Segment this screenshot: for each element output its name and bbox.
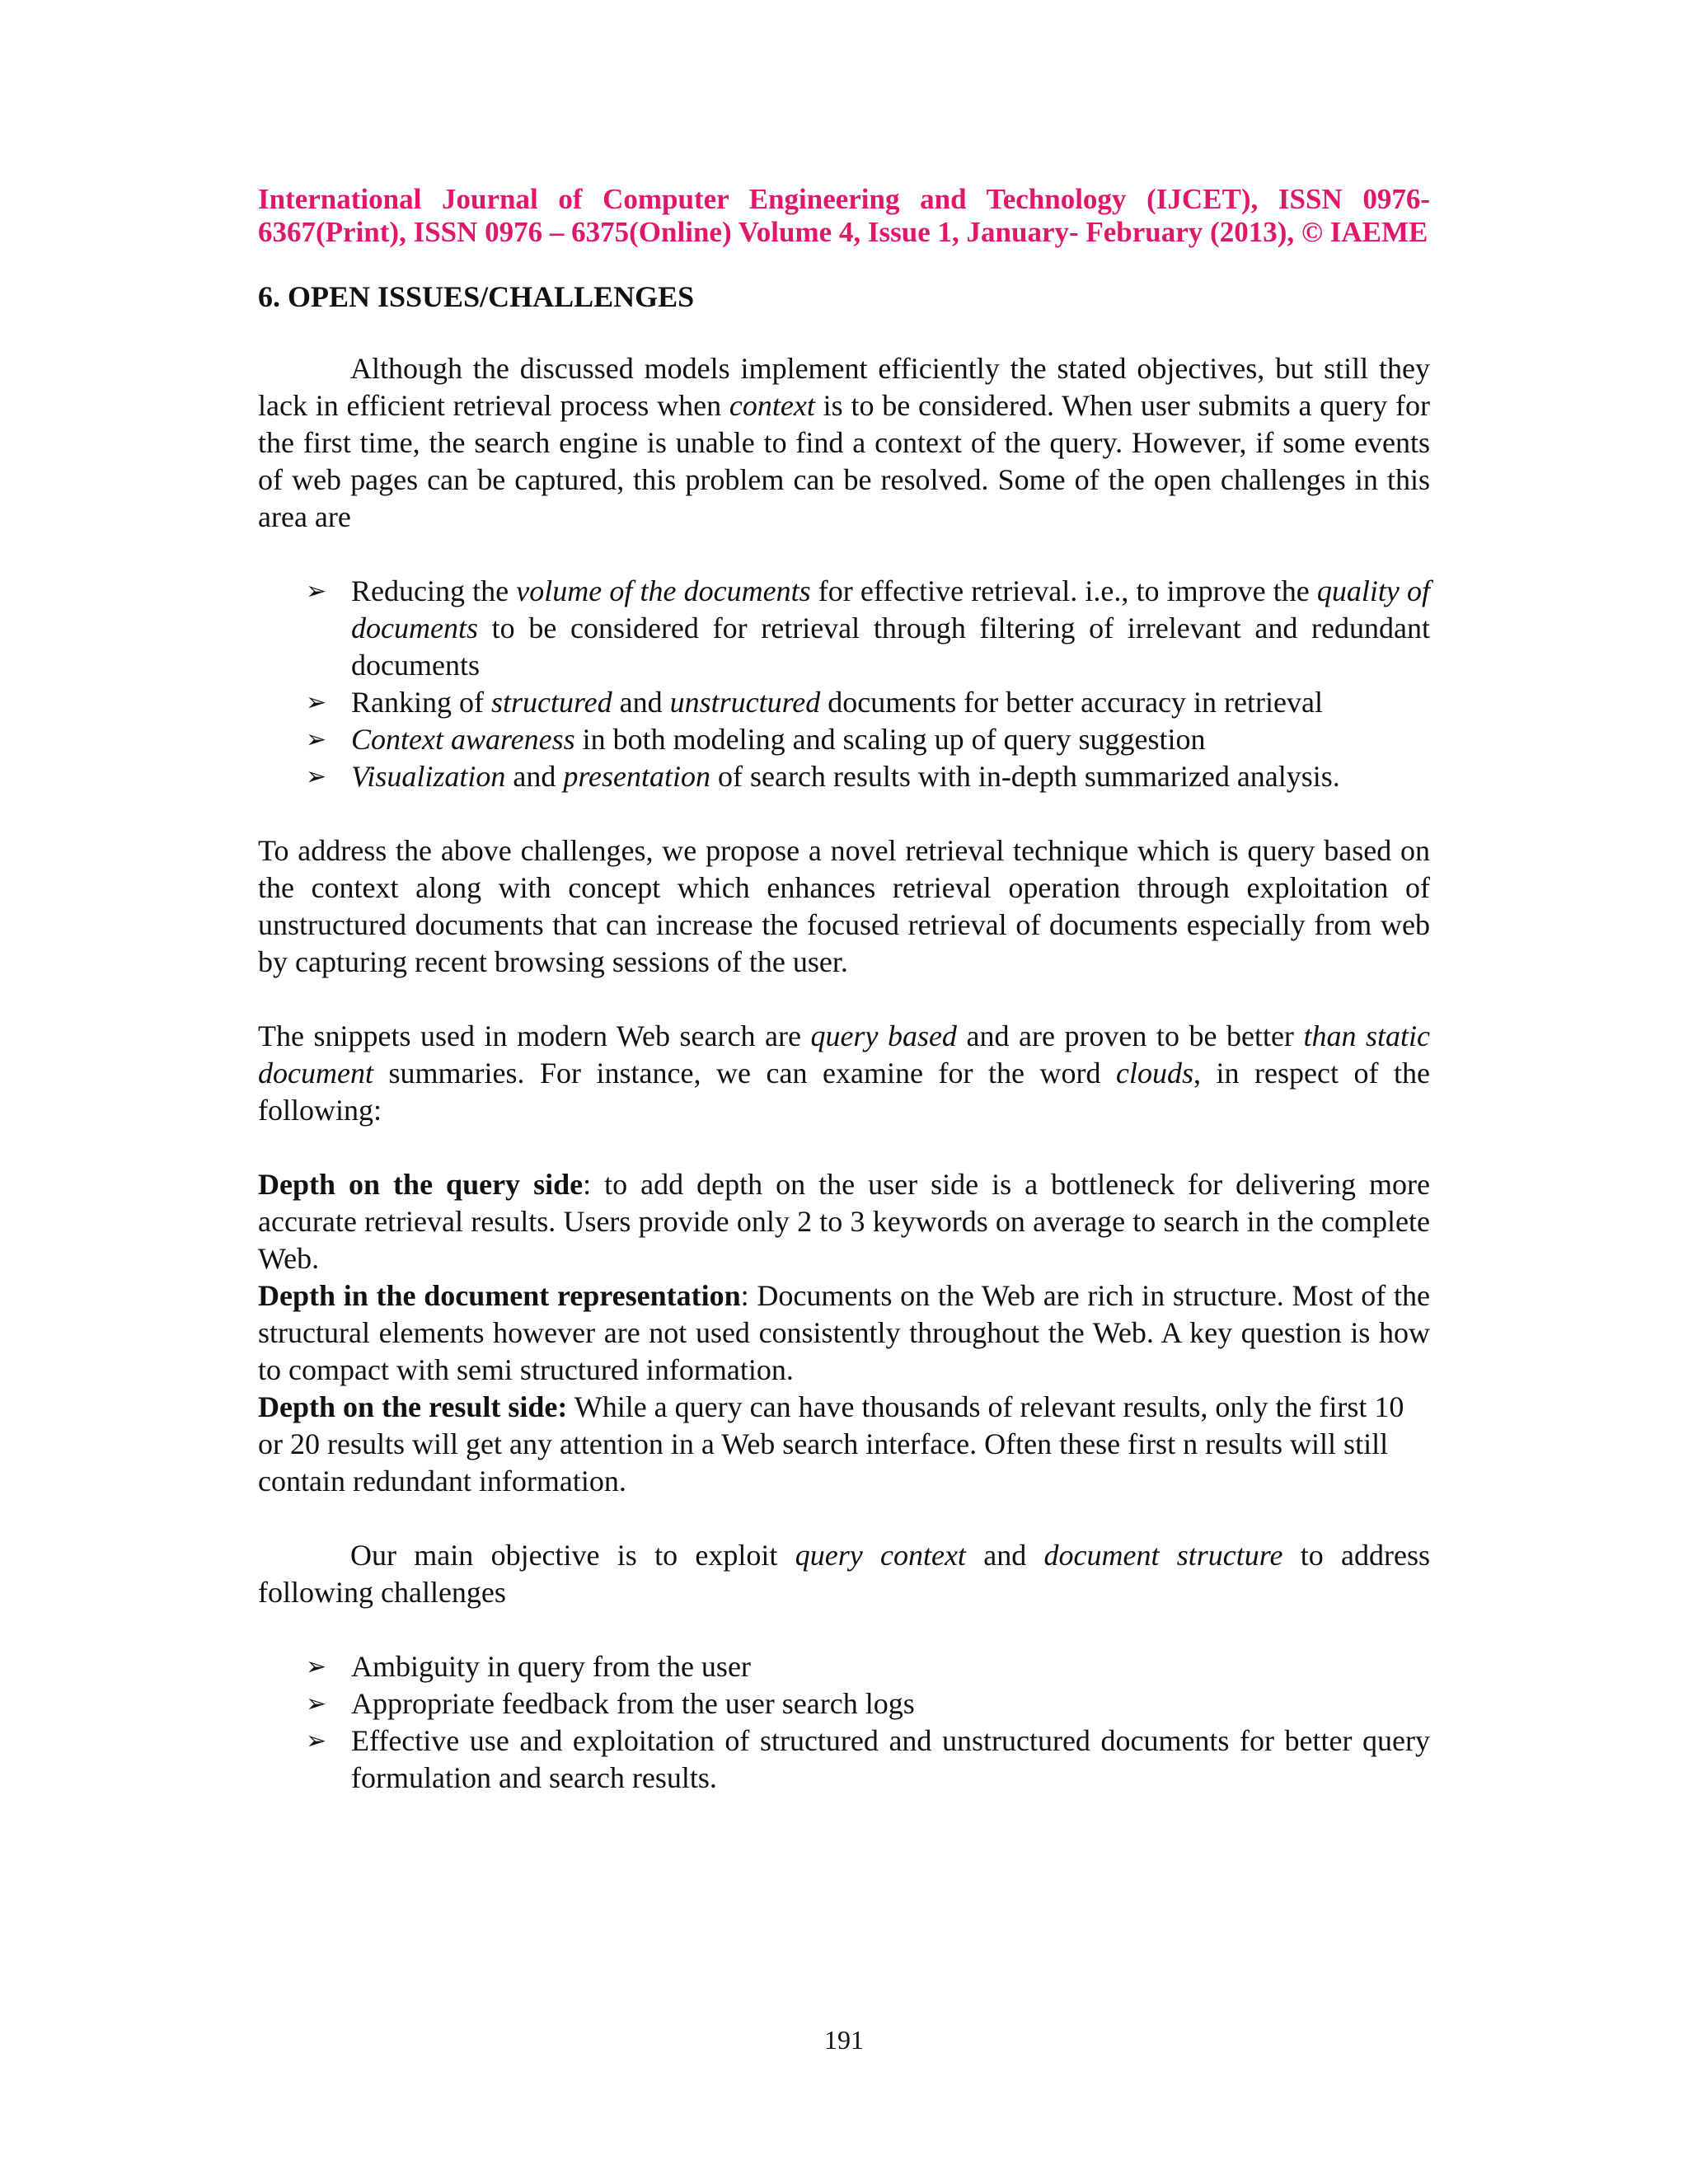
italic-term: context <box>729 389 815 422</box>
objective-paragraph <box>258 1537 1430 1611</box>
text-run: to address following challenges <box>258 1539 1431 1609</box>
text-run: to be considered for retrieval through filtering of irrelevant and redundant documents <box>351 612 1430 682</box>
arrow-bullet-icon: ➢ <box>306 688 327 717</box>
challenges-list <box>258 573 1430 795</box>
proposal-paragraph: To address the above challenges, we propose a novel retrieval technique which is query based on the context along with concept which enhances retrieval operation through exploitation of unstructured documents that can increase the focused retrieval of documents especially from web by capturing recent browsing sessions of the user. <box>258 834 1430 978</box>
text-run: : Documents on the Web are rich in structure. Most of the structural elements however are not used consistently throughout the Web. A key question is how to compact with semi structured information. <box>258 1279 1430 1386</box>
section-heading: 6. OPEN ISSUES/CHALLENGES <box>258 280 695 313</box>
list-item <box>258 1648 1430 1685</box>
depth-document-paragraph <box>258 1277 1430 1389</box>
text-run: Ranking of <box>351 686 491 719</box>
text-run: Ambiguity in query from the user <box>351 1650 751 1683</box>
bold-label: Depth on the query side <box>258 1168 584 1201</box>
journal-header <box>258 183 1430 249</box>
text-run: in both modeling and scaling up of query suggestion <box>574 723 1206 756</box>
italic-term: Visualization <box>351 760 506 793</box>
text-run: and <box>965 1539 1044 1572</box>
italic-term: document structure <box>1043 1539 1283 1572</box>
text-run: of search results with in-depth summarized analysis. <box>710 760 1340 793</box>
text-run: Effective use and exploitation of structured and unstructured documents for better query formulation and search results. <box>351 1724 1430 1794</box>
list-item <box>258 684 1430 721</box>
arrow-bullet-icon: ➢ <box>306 577 327 606</box>
list-item <box>258 721 1430 758</box>
italic-term: volume of the documents <box>516 574 811 607</box>
text-run: summaries. For instance, we can examine for the word <box>373 1057 1116 1090</box>
text-run: Although the discussed models implement efficiently the stated objectives, but still they lack in efficient retrieval process when <box>258 352 1430 422</box>
italic-term: quality of documents <box>351 574 1431 644</box>
bold-label: Depth on the result side: <box>258 1390 568 1423</box>
depth-result-paragraph <box>258 1389 1430 1500</box>
page-number: 191 <box>824 2025 864 2055</box>
italic-term: unstructured <box>669 686 821 719</box>
text-run: for effective retrieval. i.e., to improve the <box>810 574 1317 607</box>
text-run: and <box>612 686 670 719</box>
intro-paragraph <box>258 350 1430 536</box>
arrow-bullet-icon: ➢ <box>306 1652 327 1681</box>
list-item <box>258 573 1430 684</box>
italic-term: presentation <box>563 760 710 793</box>
text-run: , in respect of the following: <box>258 1057 1430 1127</box>
text-run: The snippets used in modern Web search are <box>258 1019 811 1052</box>
bold-label: Depth in the document representation <box>258 1279 741 1312</box>
italic-term: query based <box>810 1019 957 1052</box>
objectives-list <box>258 1648 1430 1797</box>
snippets-paragraph <box>258 1018 1430 1129</box>
text-run: documents for better accuracy in retrieval <box>820 686 1323 719</box>
italic-term: Context awareness <box>351 723 575 756</box>
list-item <box>258 758 1430 795</box>
list-item <box>258 1722 1430 1797</box>
arrow-bullet-icon: ➢ <box>306 1727 327 1755</box>
italic-term: than static document <box>258 1019 1430 1090</box>
text-run: and are proven to be better <box>956 1019 1304 1052</box>
text-run: Reducing the <box>351 574 517 607</box>
text-run: Appropriate feedback from the user search logs <box>351 1687 915 1720</box>
italic-term: structured <box>490 686 612 719</box>
italic-term: query context <box>795 1539 966 1572</box>
journal-header-line-1: International Journal of Computer Engineering and Technology (IJCET), ISSN 0976- <box>258 183 1430 215</box>
depth-query-paragraph <box>258 1166 1430 1277</box>
text-run: : to add depth on the user side is a bottleneck for delivering more accurate retrieval results. Users provide only 2 to 3 keywords on average to search in the complete Web. <box>258 1168 1430 1275</box>
text-run: and <box>505 760 564 793</box>
text-run: While a query can have thousands of relevant results, only the first 10 or 20 results will get any attention in a Web search interface. Often these first n results will still contain redundant information. <box>258 1390 1404 1497</box>
list-item <box>258 1685 1430 1722</box>
journal-header-line-2: 6367(Print), ISSN 0976 – 6375(Online) Volume 4, Issue 1, January- February (2013), © IAEME <box>258 216 1428 248</box>
arrow-bullet-icon: ➢ <box>306 725 327 754</box>
arrow-bullet-icon: ➢ <box>306 762 327 791</box>
text-run: Our main objective is to exploit <box>350 1539 795 1572</box>
arrow-bullet-icon: ➢ <box>306 1690 327 1718</box>
text-run: is to be considered. When user submits a query for the first time, the search engine is unable to find a context of the query. However, if some events of web pages can be captured, this problem can be resolved. Some of the open challenges in this area are <box>258 389 1430 533</box>
italic-term: clouds <box>1115 1057 1193 1090</box>
